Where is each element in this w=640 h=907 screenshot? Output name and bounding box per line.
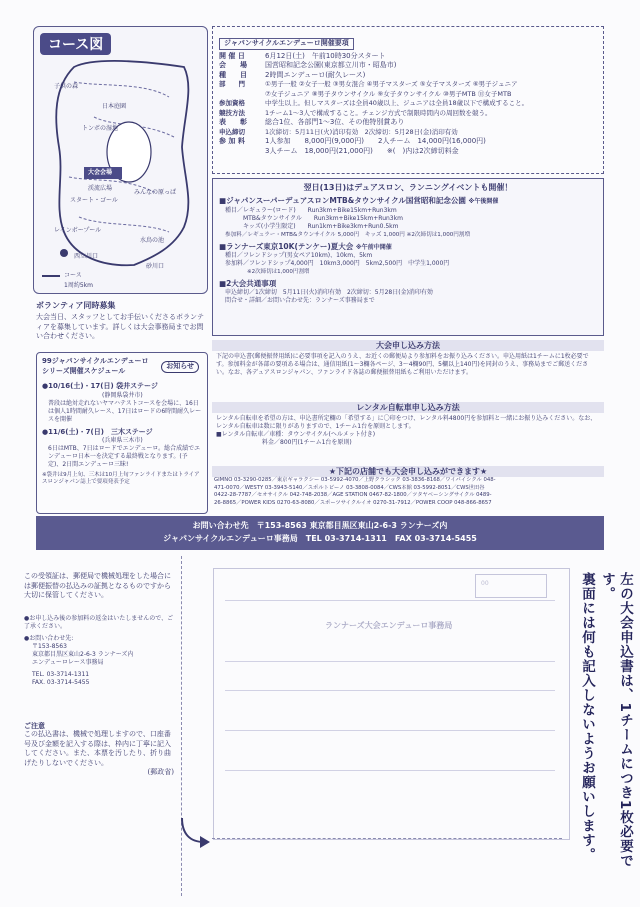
notice-panel xyxy=(36,352,208,514)
event1-date: ●10/16(土)・17(日) 袋井ステージ xyxy=(42,382,158,390)
outline-value: 2時間エンデューロ(耐久レース) xyxy=(265,70,366,79)
event2-date: ●11/6(土)・7(日) 三木ステージ xyxy=(42,427,153,436)
place-label: 水鳥の池 xyxy=(140,237,165,244)
outline-row xyxy=(219,80,597,90)
sec1-line: キッズ(小学生限定) Run1km+Bike3km+Run0.5km xyxy=(225,222,399,230)
apply-title: 大会申し込み方法 xyxy=(212,340,604,351)
sec2-title-text: ■ランナーズ東京10K(テンケー)夏大会 xyxy=(219,241,354,251)
volunteer-body: 大会当日、スタッフとしてお手伝いくださるボランティアを募集しています。詳しくは大会事務局までお問い合わせください。 xyxy=(36,313,204,340)
rental-section xyxy=(212,402,604,447)
volunteer-title: ボランティア同時募集 xyxy=(36,301,116,310)
outline-row xyxy=(219,61,597,71)
store-line: 26-8865／POWER KIDS 0270-63-8080／スポーツサイクルイオ 0270-31-7912／POWER COOP 048-866-8657 xyxy=(214,499,492,506)
sec2-title xyxy=(219,242,597,253)
place-label: 子供の森 xyxy=(54,83,79,90)
sec1-title xyxy=(219,196,597,207)
rental-body-1: レンタル自転車を希望の方は、申込書所定欄の「希望する」に〇印をつけ、レンタル料4800円を参加料と一緒にお振り込みください。なお、レンタル自転車は数に限りがありますので、1チーム1台を原則とします。 xyxy=(216,415,597,430)
outline-row xyxy=(219,128,597,138)
sec1-line: MTB&タウンサイクル Run3km+Bike15km+Run3km xyxy=(225,214,403,222)
place-label: 砂川口 xyxy=(146,263,165,270)
outline-row xyxy=(219,118,597,128)
course-map-panel xyxy=(33,26,208,294)
receipt-section xyxy=(24,572,174,778)
outline-label: 部 門 xyxy=(219,80,245,88)
nextday-panel xyxy=(212,178,604,336)
legend-lap: 1周約5km xyxy=(64,282,93,289)
vertical-note-col2: 裏面には何も記入しないようお願いします。 xyxy=(579,572,595,862)
receipt-fax: FAX. 03-3714-5455 xyxy=(32,678,90,686)
place-label: みんなの原っぱ xyxy=(134,189,177,196)
outline-value: 6月12日(土) 午前10時30分スタート xyxy=(265,51,386,60)
receipt-address: エンデューロレース事務局 xyxy=(32,658,104,666)
slip-line xyxy=(225,730,555,731)
outline-value: 1チーム1〜3人で構成すること。チェンジ方式で制限時間内の周回数を競う。 xyxy=(265,108,492,117)
course-map-title: コース図 xyxy=(40,33,111,55)
outline-row xyxy=(219,90,597,100)
slip-line xyxy=(225,690,555,691)
event2-body: 6日はMTB、7日はロードでエンデューロ。総合成績でエンデューロ日本一を決定する最終戦となります。(予定)、2日間エンデューロ三昧! xyxy=(48,445,201,468)
notice-footnote: ※袋井は9月上旬、三木は10月上旬ファンライドまたはトライアスロンジャパン誌上で要項発表予定 xyxy=(42,472,200,485)
outline-row xyxy=(219,71,597,81)
sec2-line: 参加料／フレンドシップ4,000円 10km3,000円 5km2,500円 中学生1,000円 xyxy=(225,260,450,267)
outline-label: 競技方法 xyxy=(219,108,245,117)
sec3-line: 問合せ・詳細／お問い合わせ先：ランナーズ事務局まで xyxy=(225,296,375,304)
sec3-title: ■2大会共通事項 xyxy=(219,279,277,288)
place-label: 渓流広場 xyxy=(88,185,113,192)
receipt-refund-note: ●お申し込み後の参加料の返金はいたしませんので、ご了承ください。 xyxy=(24,614,174,630)
outline-row xyxy=(219,52,597,62)
nextday-heading: 翌日(13日)はデュアスロン、ランニングイベントも開催！ xyxy=(303,183,513,192)
sec2-line: 種目／フレンドシップ(男女ペア10km)、10km、5km xyxy=(225,252,373,259)
event2-venue: (兵庫県三木市) xyxy=(102,437,143,444)
caution-body: この払込書は、機械で処理しますので、口座番号及び金額を記入する際は、枠内に丁寧に記入してください。また、本票を汚したり、折り曲げたりしないでください。 xyxy=(24,730,171,767)
receipt-address: 東京都目黒区東山2-6-3 ランナーズ内 xyxy=(32,650,134,658)
slip-form-box-label: 00 xyxy=(481,580,489,587)
slip-grid xyxy=(225,600,555,662)
outline-label: 種 目 xyxy=(219,70,247,79)
slip-line xyxy=(225,770,555,771)
outline-row xyxy=(219,99,597,109)
outline-value: 国営昭和記念公園(東京都立川市・昭島市) xyxy=(265,61,397,69)
caution-title: ご注意 xyxy=(24,720,45,730)
receipt-tel: TEL. 03-3714-1311 xyxy=(32,670,90,678)
apply-section xyxy=(212,340,604,377)
volunteer-section xyxy=(36,300,208,342)
receipt-note: この受領証は、郵便局で機械処理をした場合には郵便振替の払込みの証拠となるものですから大切に保管してください。 xyxy=(24,572,171,599)
rental-body-2: ■レンタル自転車／車種：タウンサイクル(ヘルメット付き) xyxy=(216,431,376,438)
sec1-title-text: ■ジャパンスーパーデュアスロンMTB&タウンサイクル国営昭和記念公園 xyxy=(219,196,466,205)
apply-body: 下記の申込書(郵便振替用紙)に必要事項を記入のうえ、お近くの郵便局より参加料をお振り込みください。申込用紙は1チームに1枚必要です。参加料金が各部の要項ある場合は、通信用紙(1〜3欄各ページ、3〜4欄90円、5欄以上140円)を同封のうえ、事務局までご郵送ください。なお、各デュアスロンジャパン、ファンライド各誌の郵便振替用紙もご利用いただけます。 xyxy=(216,353,589,376)
sec1-line: 参加料／レギュラー・MTB&タウンサイクル 5,000円 キッズ 1,000円 ※2次締切は1,000円割増 xyxy=(225,231,471,238)
sec1-line: 種目／レギュラー(ロード) Run3km+Bike15km+Run3km xyxy=(225,206,397,214)
outline-value: 1人参加 8,000円(9,000円) 2人チーム 14,000円(16,000円) xyxy=(265,137,486,145)
contact-bar xyxy=(36,516,604,550)
place-label: レインボープール xyxy=(54,227,102,234)
receipt-address: 〒153-8563 xyxy=(32,642,67,650)
outline-label: 参 加 料 xyxy=(219,137,245,145)
place-label: トンボの湿地 xyxy=(82,125,119,132)
outline-row xyxy=(219,137,597,147)
bottom-dashed-line xyxy=(212,838,562,839)
outline-label: 表 彰 xyxy=(219,118,247,126)
vertical-note-col1: 左の大会申込書は、1チームにつき1枚必要です。 xyxy=(599,572,633,869)
notice-badge: お知らせ xyxy=(161,361,199,373)
store-line: 471-0070／WESTY 03-3943-5140／スポルトピーノ 03-3808-0084／CWS本館 03-5992-8051／CWS世田谷 xyxy=(214,484,485,491)
event1-body: 普段は絶対走れないヤマハテストコースを会場に、16日は個人1時間耐久レース、17日はロードの6時間耐久レースを開催 xyxy=(48,399,202,423)
outline-value: ⑦女子ジュニア ⑧男子タウンサイクル ⑨女子タウンサイクル ⑩男子MTB ⑪女子MTB xyxy=(265,89,512,98)
notice-title-2: シリーズ開催スケジュール xyxy=(42,366,126,375)
place-label-venue: 大会会場 xyxy=(88,169,113,176)
outline-label: 開 催 日 xyxy=(219,51,245,60)
sec2-time: ※午前中開催 xyxy=(355,243,392,251)
store-line: 0422-28-7787／セオサイクル 042-748-2038／AGE STATION 0467-82-1800／ツタヤベーシングサイクル 0489- xyxy=(214,492,492,498)
payment-slip xyxy=(205,560,575,850)
outline-panel xyxy=(212,26,604,174)
rental-title: レンタル自転車申し込み方法 xyxy=(212,402,604,413)
outline-value: ①男子一般 ②女子一般 ③男女混合 ④男子マスターズ ⑤女子マスターズ ⑥男子ジュニア xyxy=(265,80,518,88)
contact-line-1: お問い合わせ先 〒153-8563 東京都目黒区東山2-6-3 ランナーズ内 xyxy=(192,521,448,530)
receipt-inquiry-head: ●お問い合わせ先: xyxy=(24,634,74,642)
course-map-drawing xyxy=(34,27,209,295)
sec1-time: ※午後開催 xyxy=(468,198,499,205)
outline-value: 中学生以上。但しマスターズは全員40歳以上、ジュニアは全員18歳以下で構成すること。 xyxy=(265,99,529,107)
outline-title: ジャパンサイクルエンデューロ開催要項 xyxy=(219,38,354,50)
outline-label: 申込締切 xyxy=(219,127,245,136)
outline-value: 総合1位、各部門1〜3位、その他特別賞あり xyxy=(265,118,405,126)
event1-venue: (静岡県袋井市) xyxy=(102,391,143,399)
sec3-line: 申込締切／1次締切 5月11日(火)消印有効 2次締切：5月28日(金)消印有効 xyxy=(225,288,433,296)
legend-course: コース xyxy=(64,272,82,279)
outline-rows xyxy=(219,52,597,157)
place-label: 西立川口 xyxy=(74,253,99,260)
rental-body-3: 料金／800円(1チーム1台を原則) xyxy=(262,439,352,446)
contact-line-2: ジャパンサイクルエンデューロ事務局 TEL 03-3714-1311 FAX 03-3714-5455 xyxy=(163,534,477,543)
arrow-icon xyxy=(178,812,214,852)
outline-label: 会 場 xyxy=(219,61,247,69)
place-label: 日本庭園 xyxy=(102,103,127,110)
outline-value: 1次締切：5月11日(火)消印有効 2次締切：5月28日(金)消印有効 xyxy=(265,127,458,136)
slip-stamp-text: ランナーズ大会エンデューロ事務局 xyxy=(325,621,453,630)
store-line: GIMNO 03-3290-0285／東京ギャラクシー 03-5992-4070／上野クラシック 03-3836-8168／ワイバイシクル 048- xyxy=(214,477,496,483)
notice-title-1: 99ジャパンサイクルエンデューロ xyxy=(42,357,149,365)
stores-section xyxy=(212,466,604,507)
stores-title: ★下記の店舗でも大会申し込みができます★ xyxy=(212,466,604,477)
outline-row xyxy=(219,147,597,157)
outline-row xyxy=(219,109,597,119)
outline-value: 3人チーム 18,000円(21,000円) ※( )内は2次締切料金 xyxy=(265,146,459,155)
outline-label: 参加資格 xyxy=(219,99,245,107)
caution-sign: (郵政省) xyxy=(147,768,174,776)
sec2-line: ※2次締切は1,000円割増 xyxy=(225,269,310,275)
place-label: スタート・ゴール xyxy=(70,197,118,204)
